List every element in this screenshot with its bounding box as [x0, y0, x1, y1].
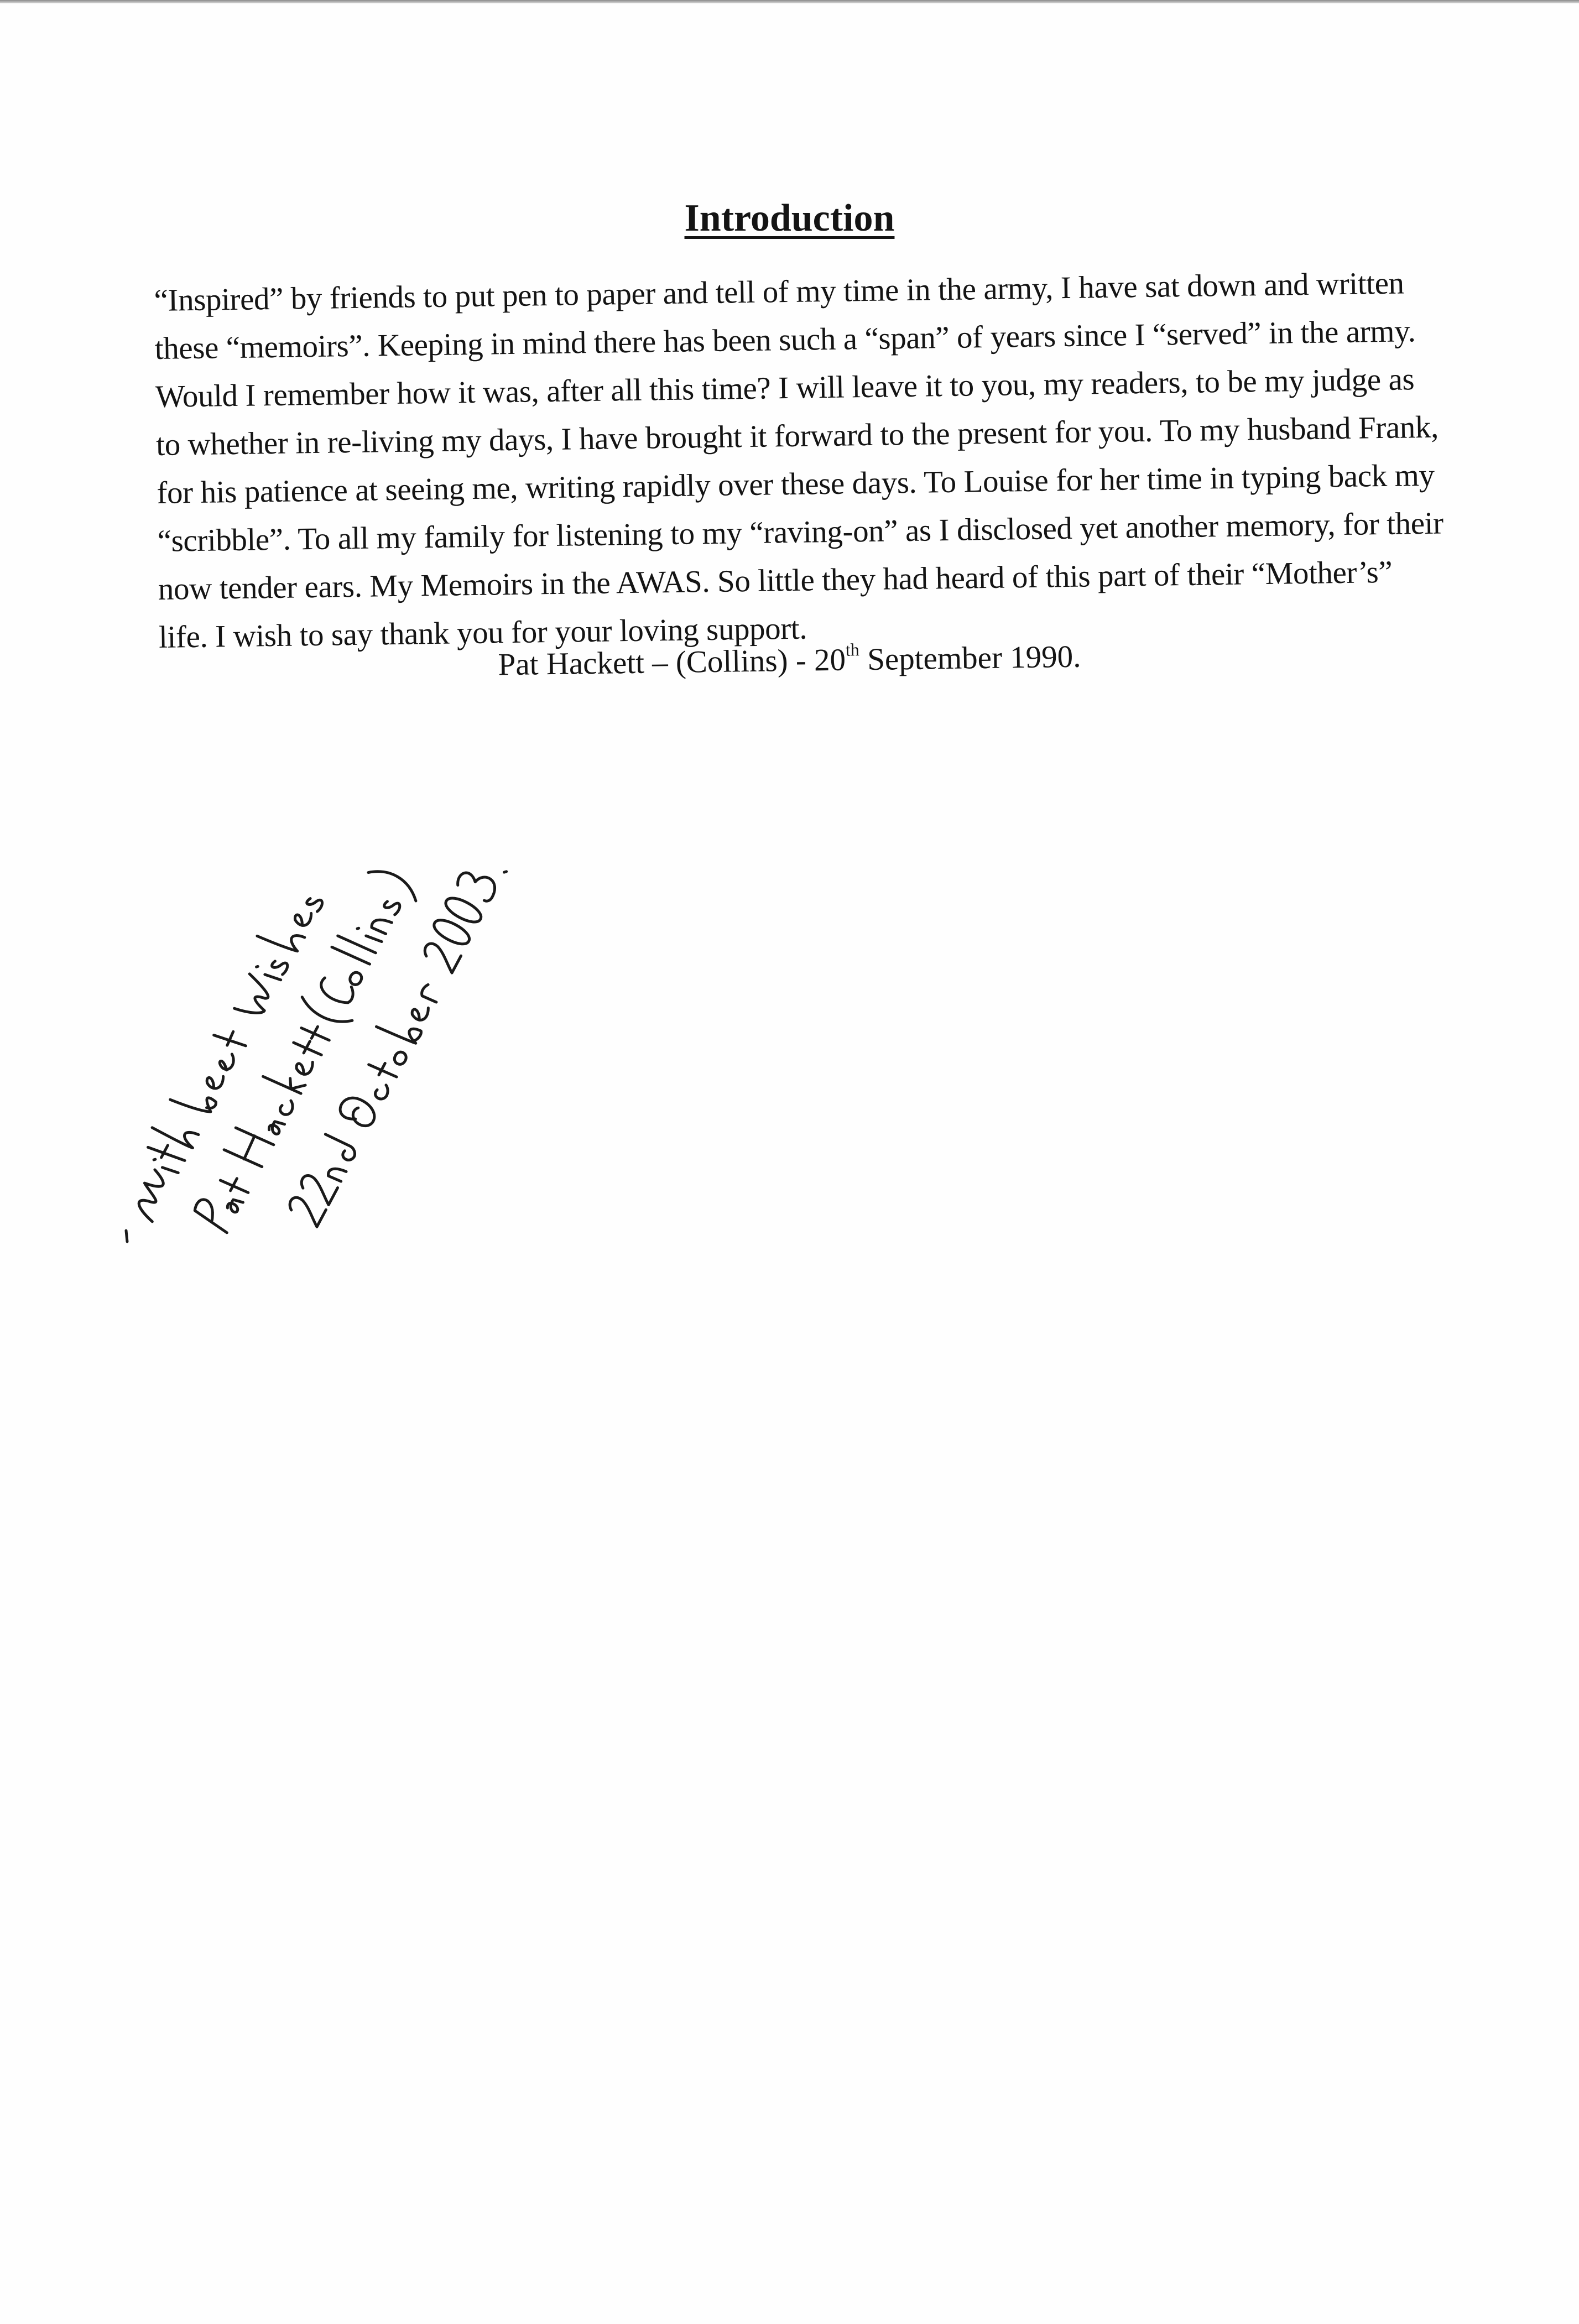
paragraph-line: life. I wish to say thank you for your loving support.	[158, 611, 807, 655]
paragraph-line: “Inspired” by friends to put pen to paper and tell of my time in the army, I have sat down and written	[154, 265, 1405, 318]
signature-ordinal: th	[845, 639, 859, 660]
signature-name: Pat Hackett – (Collins) - 20	[498, 642, 846, 682]
handwriting-line-1	[113, 880, 324, 1222]
introduction-paragraph	[154, 259, 1444, 661]
handwriting-line-3	[280, 852, 507, 1227]
paragraph-line: Would I remember how it was, after all this time? I will leave it to you, my readers, to be my judge as	[155, 362, 1415, 414]
page-title: Introduction	[684, 197, 895, 239]
paragraph-line: these “memoirs”. Keeping in mind there has been such a “span” of years since I “served” in the army.	[154, 314, 1416, 366]
signature-date: September 1990.	[859, 639, 1081, 678]
paragraph-line: now tender ears. My Memoirs in the AWAS. So little they had heard of this part of their “Mother’s”	[158, 554, 1393, 607]
handwriting-line-2	[188, 864, 422, 1238]
paragraph-line: “scribble”. To all my family for listening to my “raving-on” as I disclosed yet another memory, for their	[157, 506, 1444, 559]
scan-edge	[0, 0, 1579, 3]
paragraph-line: to whether in re-living my days, I have brought it forward to the present for you. To my husband Frank,	[155, 409, 1439, 462]
paragraph-line: for his patience at seeing me, writing rapidly over these days. To Louise for her time in typing back my	[157, 457, 1435, 510]
handwritten-inscription	[111, 713, 531, 1250]
handwriting-mark	[126, 1231, 127, 1242]
